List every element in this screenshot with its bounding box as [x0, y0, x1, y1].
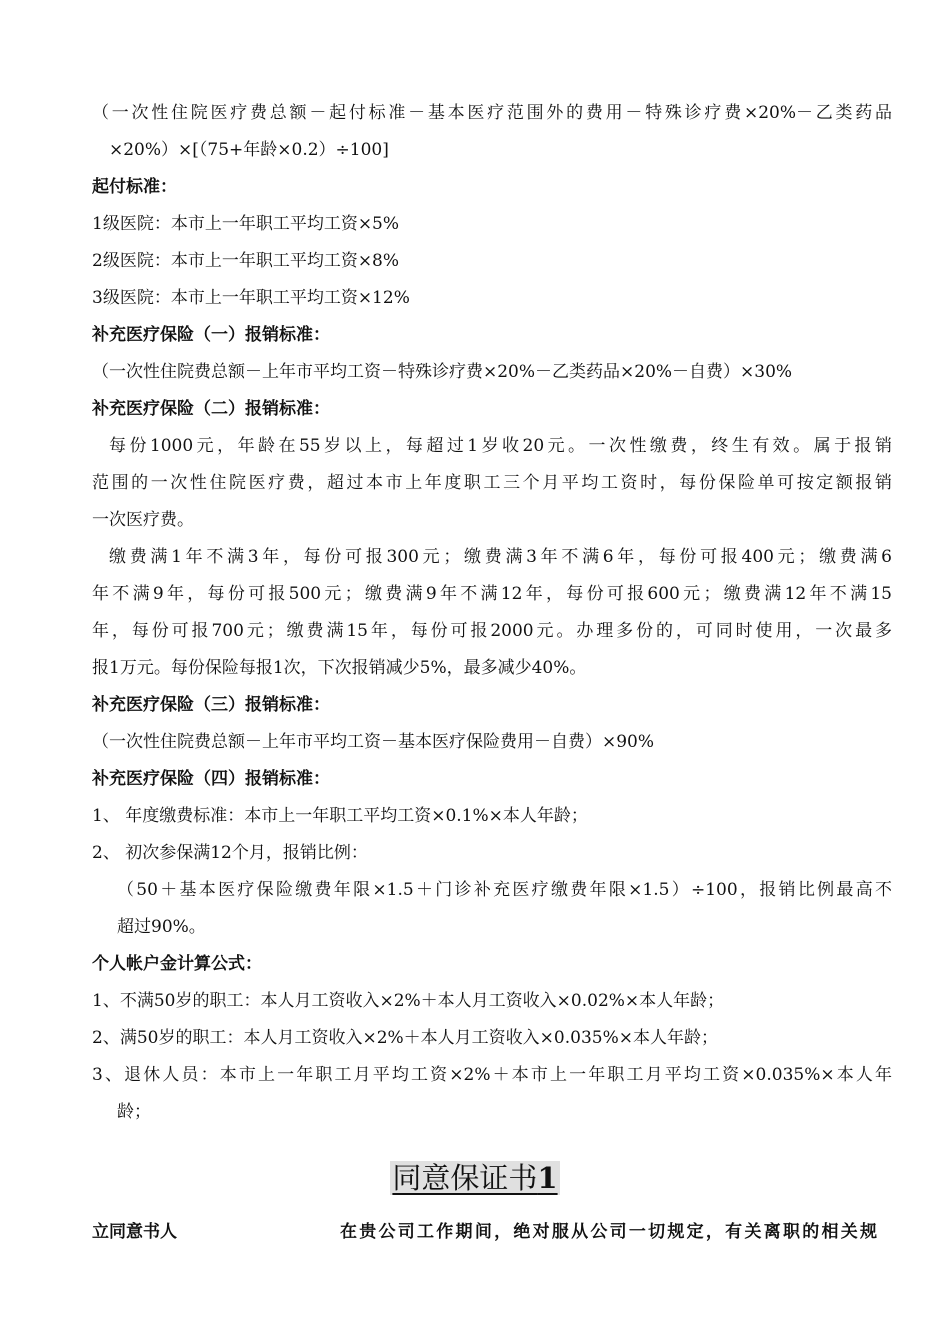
- supplement-4-item-1: 1、 年度缴费标准：本市上一年职工平均工资×0.1%×本人年龄；: [92, 806, 588, 826]
- deductible-level-3: 3级医院：本市上一年职工平均工资×12%: [92, 288, 410, 308]
- personal-account-item-3-line-2: 龄；: [117, 1102, 151, 1122]
- title-number: 1: [537, 1161, 558, 1195]
- supplement-4-formula-line-1: （50＋基本医疗保险缴费年限×1.5＋门诊补充医疗缴费年限×1.5）÷100，报销比例最高不: [117, 880, 892, 900]
- supplement-2-para-1-line-3: 一次医疗费。: [92, 510, 194, 530]
- personal-account-item-1: 1、不满50岁的职工：本人月工资收入×2%＋本人月工资收入×0.02%×本人年龄；: [92, 991, 725, 1011]
- heading-supplement-4: 补充医疗保险（四）报销标准：: [92, 769, 330, 789]
- heading-personal-account: 个人帐户金计算公式：: [92, 954, 262, 974]
- supplement-2-para-2-line-3: 年，每份可报700元；缴费满15年，每份可报2000元。办理多份的，可同时使用，一次最多: [92, 621, 892, 641]
- supplement-2-para-1-line-2: 范围的一次性住院医疗费，超过本市上年度职工三个月平均工资时，每份保险单可按定额报销: [92, 473, 892, 493]
- supplement-2-para-2-line-2: 年不满9年，每份可报500元；缴费满9年不满12年，每份可报600元；缴费满12年不满15: [92, 584, 892, 604]
- consent-statement: 在贵公司工作期间，绝对服从公司一切规定，有关离职的相关规: [340, 1222, 877, 1242]
- consenter-label: 立同意书人: [92, 1222, 177, 1242]
- supplement-4-item-2: 2、 初次参保满12个月，报销比例：: [92, 843, 368, 863]
- deductible-level-1: 1级医院：本市上一年职工平均工资×5%: [92, 214, 400, 234]
- formula-line-2: ×20%）×[（75+年龄×0.2）÷100]: [109, 140, 389, 160]
- personal-account-item-3-line-1: 3、退休人员：本市上一年职工月平均工资×2%＋本市上一年职工月平均工资×0.035%×本人年: [92, 1065, 892, 1085]
- heading-supplement-3: 补充医疗保险（三）报销标准：: [92, 695, 330, 715]
- supplement-3-formula: （一次性住院费总额－上年市平均工资－基本医疗保险费用－自费）×90%: [92, 732, 655, 752]
- title-text: 同意保证书: [392, 1161, 538, 1195]
- supplement-2-para-1-line-1: 每份1000元，年龄在55岁以上，每超过1岁收20元。一次性缴费，终生有效。属于报销: [109, 436, 892, 456]
- heading-deductible: 起付标准：: [92, 177, 177, 197]
- document-title: [0, 1158, 950, 1198]
- document-title-text: [390, 1161, 559, 1195]
- supplement-4-formula-line-2: 超过90%。: [117, 917, 206, 937]
- personal-account-item-2: 2、满50岁的职工：本人月工资收入×2%＋本人月工资收入×0.035%×本人年龄；: [92, 1028, 718, 1048]
- supplement-2-para-2-line-4: 报1万元。每份保险每报1次，下次报销减少5%，最多减少40%。: [92, 658, 587, 678]
- heading-supplement-1: 补充医疗保险（一）报销标准：: [92, 325, 330, 345]
- supplement-1-formula: （一次性住院费总额－上年市平均工资－特殊诊疗费×20%－乙类药品×20%－自费）×30%: [92, 362, 793, 382]
- formula-line-1: （一次性住院医疗费总额－起付标准－基本医疗范围外的费用－特殊诊疗费×20%－乙类药品: [92, 103, 892, 123]
- supplement-2-para-2-line-1: 缴费满1年不满3年，每份可报300元；缴费满3年不满6年，每份可报400元；缴费满6: [109, 547, 892, 567]
- deductible-level-2: 2级医院：本市上一年职工平均工资×8%: [92, 251, 400, 271]
- heading-supplement-2: 补充医疗保险（二）报销标准：: [92, 399, 330, 419]
